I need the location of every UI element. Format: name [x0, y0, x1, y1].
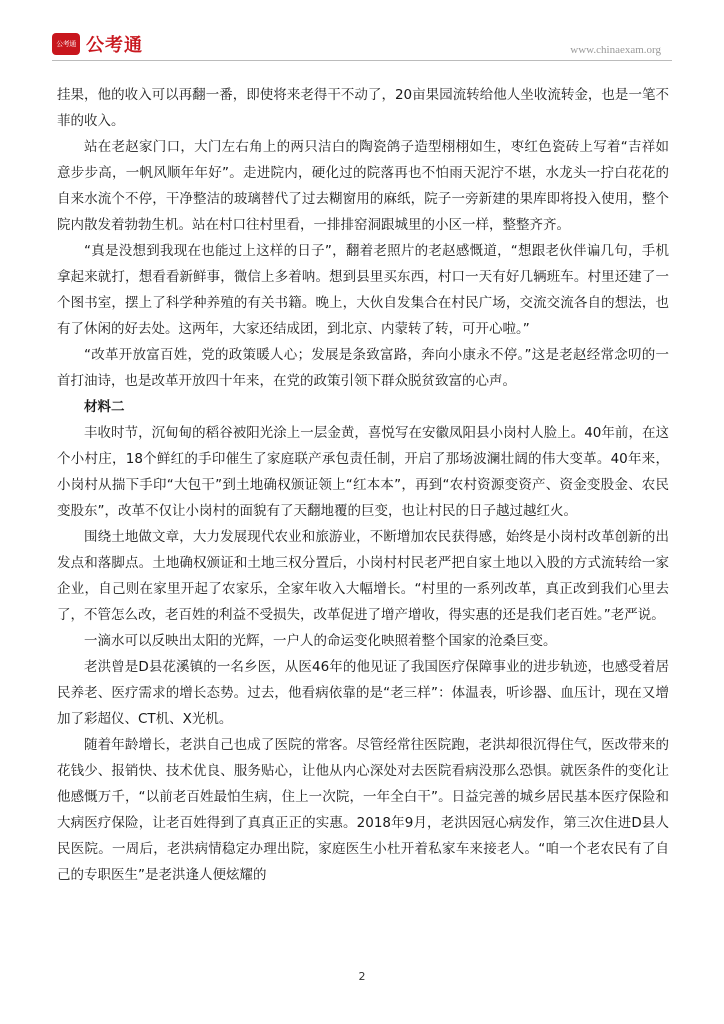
page-number: 2: [358, 970, 366, 983]
paragraph: 丰收时节，沉甸甸的稻谷被阳光涂上一层金黄，喜悦写在安徽凤阳县小岗村人脸上。40年前，在这个小村庄，18个鲜红的手印催生了家庭联产承包责任制，开启了那场波澜壮阔的伟大变革。40年来，小岗村从揣下手印“大包干”到土地确权颁证领上“红本本”，再到“农村资源变资产、资金变股金、农民变股东”，改革不仅让小岗村的面貌有了天翻地覆的巨变，也让村民的日子越过越红火。: [57, 425, 669, 519]
header-divider: [52, 60, 672, 61]
logo-badge: 公考通: [52, 33, 80, 55]
paragraph: “真是没想到我现在也能过上这样的日子”，翻着老照片的老赵感慨道，“想跟老伙伴谝几句，手机拿起来就打，想看看新鲜事，微信上多着呐。想到县里买东西，村口一天有好几辆班车。村里还建了一个图书室，摆上了科学种养殖的有关书籍。晚上，大伙自发集合在村民广场，交流交流各自的想法，也有了休闲的好去处。这两年，大家还结成团，到北京、内蒙转了转，可开心啦。”: [57, 243, 669, 337]
paragraph: 挂果，他的收入可以再翻一番，即使将来老得干不动了，20亩果园流转给他人坐收流转金，也是一笔不菲的收入。: [57, 87, 669, 129]
section-heading: 材料二: [84, 399, 125, 415]
logo-text: 公考通: [86, 35, 143, 56]
document-body: [57, 82, 669, 888]
paragraph: 随着年龄增长，老洪自己也成了医院的常客。尽管经常往医院跑，老洪却很沉得住气，医改带来的花钱少、报销快、技术优良、服务贴心，让他从内心深处对去医院看病没那么恐惧。就医条件的变化让他感慨万千，“以前老百姓最怕生病，住上一次院，一年全白干”。日益完善的城乡居民基本医疗保险和大病医疗保险，让老百姓得到了真真正正的实惠。2018年9月，老洪因冠心病发作，第三次住进D县人民医院。一周后，老洪病情稳定办理出院，家庭医生小杜开着私家车来接老人。“咱一个老农民有了自己的专职医生”是老洪逢人便炫耀的: [57, 737, 669, 883]
paragraph: “改革开放富百姓，党的政策暖人心；发展是条致富路，奔向小康永不停。”这是老赵经常念叨的一首打油诗，也是改革开放四十年来，在党的政策引领下群众脱贫致富的心声。: [57, 347, 669, 389]
paragraph: 围绕土地做文章，大力发展现代农业和旅游业，不断增加农民获得感，始终是小岗村改革创新的出发点和落脚点。土地确权颁证和土地三权分置后，小岗村村民老严把自家土地以入股的方式流转给一家企业，自己则在家里开起了农家乐，全家年收入大幅增长。“村里的一系列改革，真正改到我们心里去了，不管怎么改，老百姓的利益不受损失，改革促进了增产增收，得实惠的还是我们老百姓。”老严说。: [57, 529, 669, 623]
paragraph: 站在老赵家门口，大门左右角上的两只洁白的陶瓷鸽子造型栩栩如生，枣红色瓷砖上写着“吉祥如意步步高，一帆风顺年年好”。走进院内，硬化过的院落再也不怕雨天泥泞不堪，水龙头一拧白花花的自来水流个不停，干净整洁的玻璃替代了过去糊窗用的麻纸，院子一旁新建的果库即将投入使用，整个院内散发着勃勃生机。站在村口往村里看，一排排窑洞跟城里的小区一样，整整齐齐。: [57, 139, 669, 233]
paragraph: 老洪曾是D县花溪镇的一名乡医，从医46年的他见证了我国医疗保障事业的进步轨迹，也感受着居民养老、医疗需求的增长态势。过去，他看病依靠的是“老三样”：体温表，听诊器、血压计，现在又增加了彩超仪、CT机、X光机。: [57, 659, 669, 727]
page-header: [0, 0, 724, 66]
logo: [52, 31, 143, 57]
site-url: www.chinaexam.org: [570, 44, 661, 56]
paragraph: 一滴水可以反映出太阳的光辉，一户人的命运变化映照着整个国家的沧桑巨变。: [84, 633, 557, 649]
